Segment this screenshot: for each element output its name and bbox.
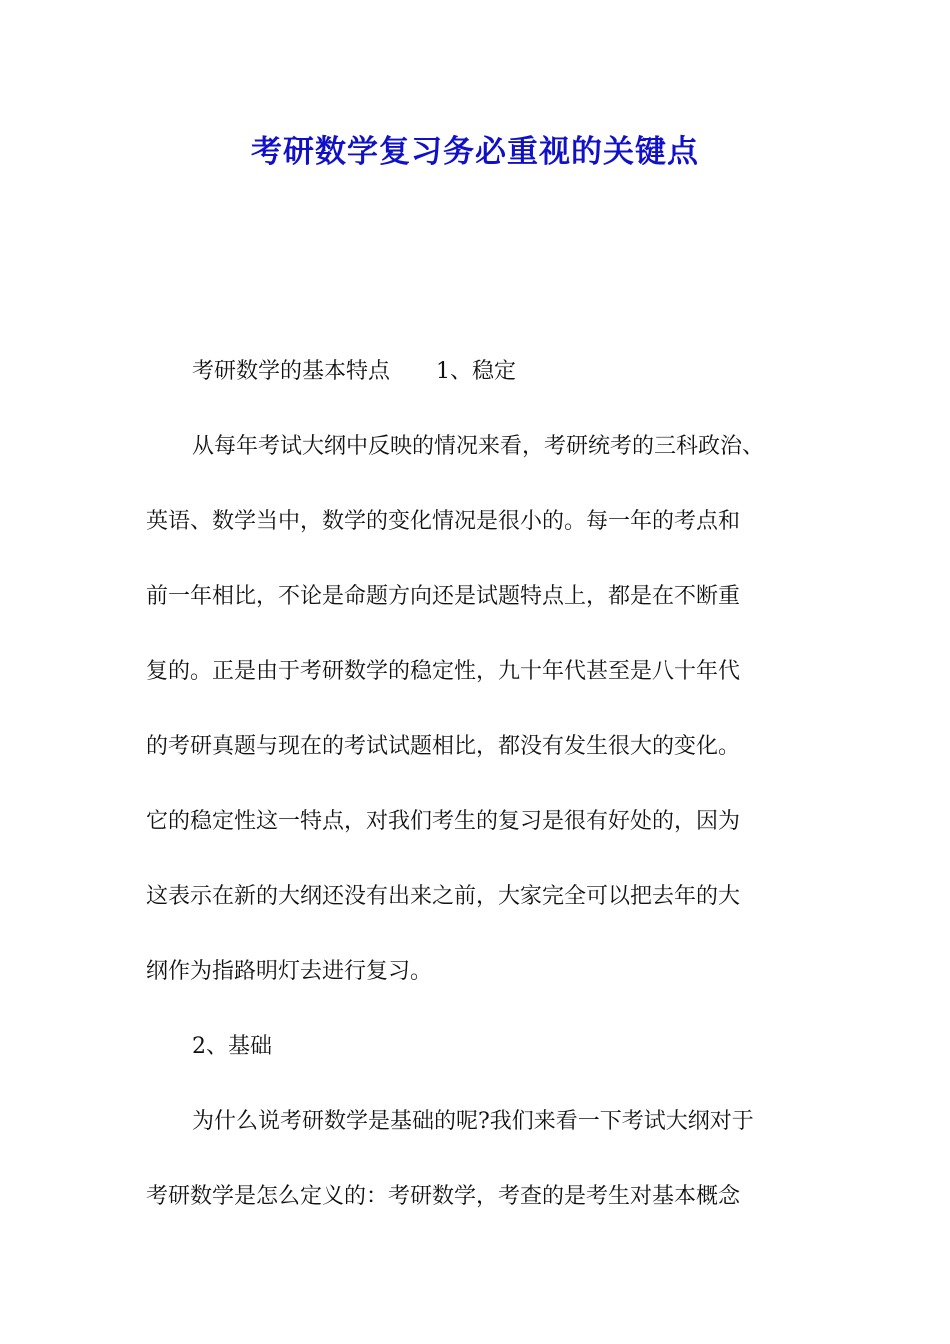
paragraph-line: 纲作为指路明灯去进行复习。 xyxy=(146,959,433,984)
paragraph-line: 它的稳定性这一特点，对我们考生的复习是很有好处的，因为 xyxy=(146,809,741,834)
document-body xyxy=(146,334,814,1234)
paragraph-line: 的考研真题与现在的考试试题相比，都没有发生很大的变化。 xyxy=(146,734,741,759)
paragraph-line: 这表示在新的大纲还没有出来之前，大家完全可以把去年的大 xyxy=(146,884,741,909)
paragraph-line: 从每年考试大纲中反映的情况来看，考研统考的三科政治、 xyxy=(192,434,765,459)
subsection-heading: 1、稳定 xyxy=(436,359,517,384)
paragraph-line: 复的。正是由于考研数学的稳定性，九十年代甚至是八十年代 xyxy=(146,659,741,684)
paragraph-line: 前一年相比，不论是命题方向还是试题特点上，都是在不断重 xyxy=(146,584,741,609)
paragraph-line: 英语、数学当中，数学的变化情况是很小的。每一年的考点和 xyxy=(146,509,741,534)
document-title: 考研数学复习务必重视的关键点 xyxy=(251,134,699,170)
subsection-heading: 2、基础 xyxy=(192,1034,272,1059)
section-heading: 考研数学的基本特点 xyxy=(192,359,391,384)
paragraph-line: 考研数学是怎么定义的：考研数学，考查的是考生对基本概念 xyxy=(146,1184,741,1209)
paragraph-line: 为什么说考研数学是基础的呢?我们来看一下考试大纲对于 xyxy=(192,1109,754,1134)
section-heading-line xyxy=(146,334,814,409)
